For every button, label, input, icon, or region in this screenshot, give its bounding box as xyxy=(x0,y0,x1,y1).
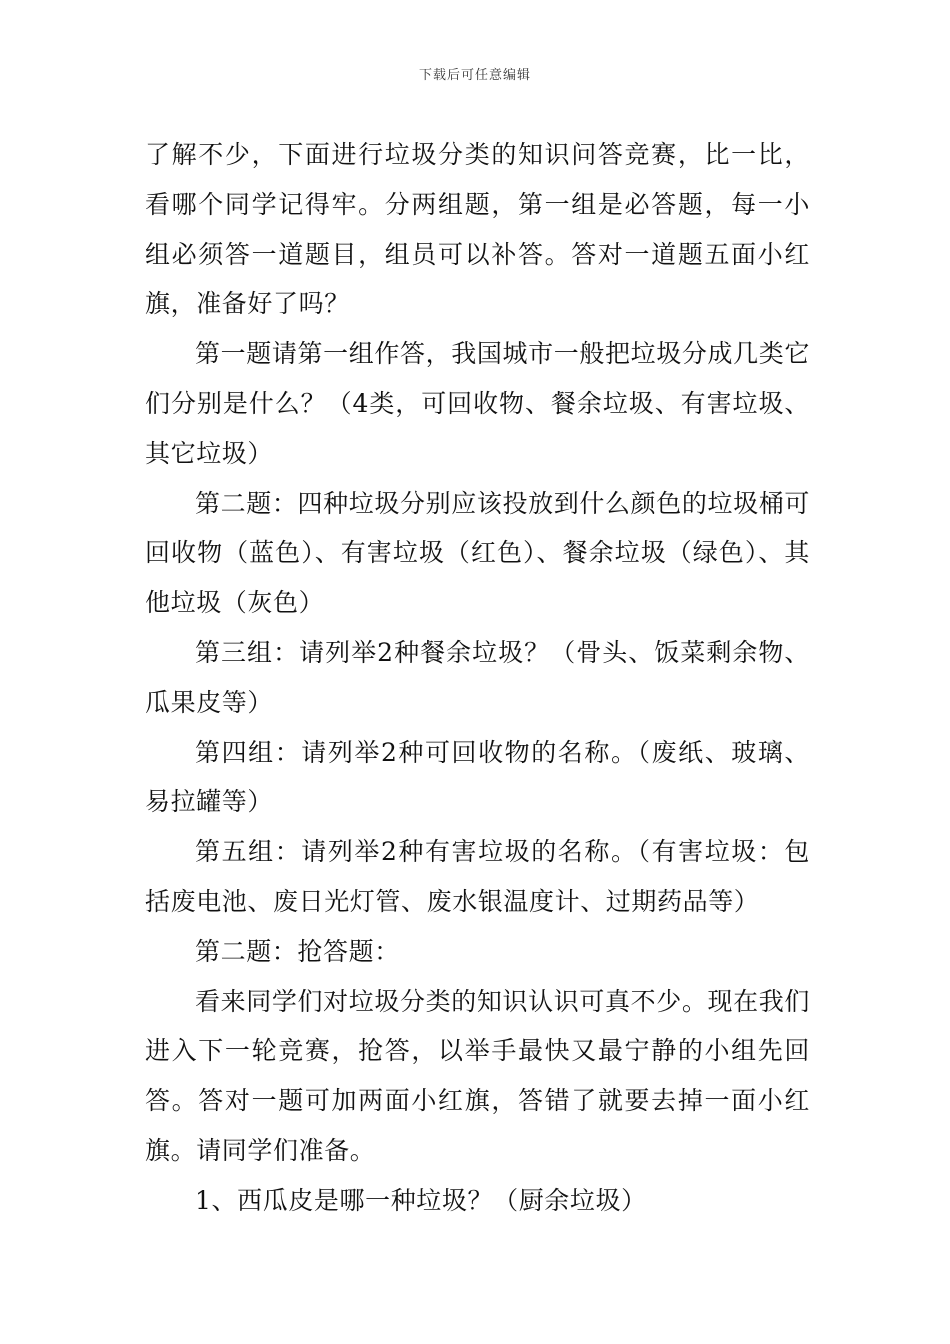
paragraph-question-1: 第一题请第一组作答，我国城市一般把垃圾分成几类它们分别是什么？（4类，可回收物、餐余垃圾、有害垃圾、其它垃圾） xyxy=(145,339,810,468)
page-header: 下载后可任意编辑 xyxy=(418,68,531,83)
paragraph-group-4: 第四组：请列举2种可回收物的名称。（废纸、玻璃、易拉罐等） xyxy=(145,737,810,817)
document-body xyxy=(145,130,810,1226)
paragraph-question-2: 第二题：四种垃圾分别应该投放到什么颜色的垃圾桶可回收物（蓝色）、有害垃圾（红色）、餐余垃圾（绿色）、其他垃圾（灰色） xyxy=(145,488,810,618)
paragraph-intro: 了解不少，下面进行垃圾分类的知识问答竞赛，比一比，看哪个同学记得牢。分两组题，第一组是必答题，每一小组必须答一道题目，组员可以补答。答对一道题五面小红旗，准备好了吗？ xyxy=(145,140,810,319)
paragraph-group-3: 第三组：请列举2种餐余垃圾？（骨头、饭菜剩余物、瓜果皮等） xyxy=(145,637,810,717)
paragraph-rush-answer-title: 第二题：抢答题： xyxy=(195,936,400,966)
paragraph-group-5: 第五组：请列举2种有害垃圾的名称。（有害垃圾：包括废电池、废日光灯管、废水银温度计、过期药品等） xyxy=(145,837,810,916)
paragraph-rush-answer-intro: 看来同学们对垃圾分类的知识认识可真不少。现在我们进入下一轮竞赛，抢答，以举手最快又最宁静的小组先回答。答对一题可加两面小红旗，答错了就要去掉一面小红旗。请同学们准备。 xyxy=(145,986,810,1165)
paragraph-rush-question-1: 1、西瓜皮是哪一种垃圾？（厨余垃圾） xyxy=(195,1185,647,1215)
